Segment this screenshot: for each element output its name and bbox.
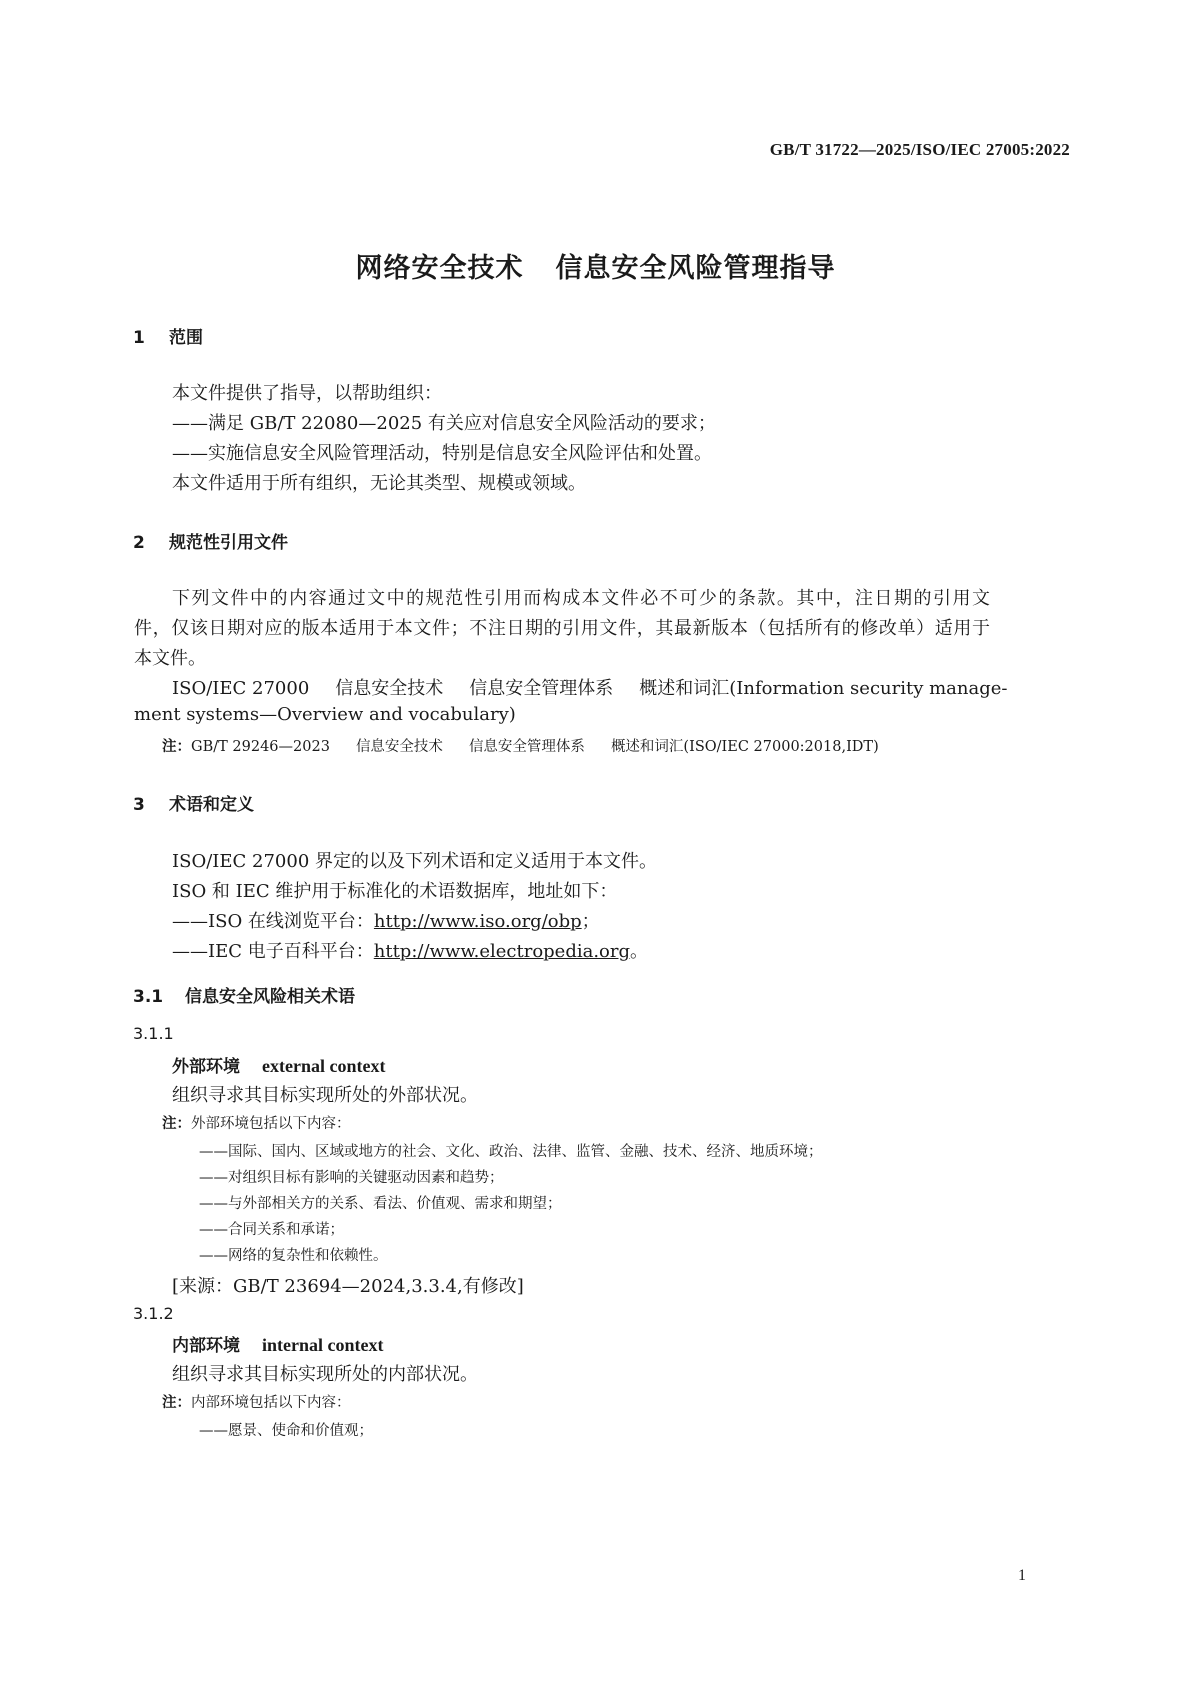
note-intro: 外部环境包括以下内容： (191, 1116, 351, 1132)
section-number: 3 (133, 795, 145, 815)
subsection-heading (133, 982, 355, 1007)
note-part: 信息安全管理体系 (468, 739, 585, 755)
electropedia-link[interactable]: http://www.electropedia.org (373, 941, 631, 962)
term-note (162, 1112, 351, 1133)
section-number: 1 (133, 328, 145, 348)
title-part1: 网络安全技术 (355, 253, 524, 284)
section-title: 规范性引用文件 (169, 533, 288, 553)
section-heading-terms (133, 790, 254, 815)
iso-platform-label: ——ISO 在线浏览平台： (172, 911, 374, 932)
punctuation: ； (581, 911, 600, 932)
term-source: [来源：GB/T 23694—2024,3.3.4,有修改] (172, 1276, 524, 1297)
iec-platform-label: ——IEC 电子百科平台： (172, 941, 374, 962)
note-list-item: ——国际、国内、区域或地方的社会、文化、政治、法律、监管、金融、技术、经济、地质环境； (199, 1144, 823, 1160)
reference-title-part: 信息安全技术 (335, 678, 444, 699)
iso-platform-line (172, 907, 600, 933)
term-english: internal context (262, 1335, 384, 1355)
scope-line: ——实施信息安全风险管理活动，特别是信息安全风险评估和处置。 (172, 443, 712, 464)
term-number: 3.1.2 (133, 1304, 174, 1323)
subsection-title: 信息安全风险相关术语 (185, 987, 355, 1007)
note-list-item: ——合同关系和承诺； (199, 1222, 344, 1238)
note-list-item: ——对组织目标有影响的关键驱动因素和趋势； (199, 1170, 504, 1186)
term-definition: 组织寻求其目标实现所处的外部状况。 (172, 1085, 478, 1106)
note-list-item: ——网络的复杂性和依赖性。 (199, 1248, 388, 1264)
term-chinese: 内部环境 (172, 1336, 240, 1356)
section-heading-normative-references (133, 528, 288, 553)
note-list-item: ——愿景、使命和价值观； (199, 1423, 373, 1439)
term-entry (172, 1052, 385, 1077)
references-paragraph-line: 下列文件中的内容通过文中的规范性引用而构成本文件必不可少的条款。其中，注日期的引用文 (172, 588, 990, 609)
term-english: external context (262, 1056, 386, 1076)
reference-note (162, 735, 879, 756)
terms-intro-line: ISO/IEC 27000 界定的以及下列术语和定义适用于本文件。 (172, 851, 657, 872)
scope-line: 本文件提供了指导，以帮助组织： (172, 383, 442, 404)
reference-code: ISO/IEC 27000 (172, 678, 310, 699)
note-label: 注： (162, 1395, 191, 1411)
note-code: GB/T 29246—2023 (191, 739, 330, 755)
reference-entry (172, 674, 1007, 700)
term-chinese: 外部环境 (172, 1057, 240, 1077)
references-paragraph-line: 本文件。 (134, 648, 206, 669)
term-entry (172, 1331, 383, 1356)
reference-entry-continued: ment systems—Overview and vocabulary) (134, 704, 516, 725)
iso-obp-link[interactable]: http://www.iso.org/obp (373, 911, 582, 932)
references-paragraph-line: 件，仅该日期对应的版本适用于本文件；不注日期的引用文件，其最新版本（包括所有的修改单）适用于 (134, 618, 990, 639)
iec-platform-line (172, 937, 648, 963)
reference-title-part: 概述和词汇(Information security manage- (639, 678, 1008, 699)
scope-line: 本文件适用于所有组织，无论其类型、规模或领域。 (172, 473, 586, 494)
term-definition: 组织寻求其目标实现所处的内部状况。 (172, 1364, 478, 1385)
note-list-item: ——与外部相关方的关系、看法、价值观、需求和期望； (199, 1196, 562, 1212)
term-number: 3.1.1 (133, 1024, 174, 1043)
terms-intro-line: ISO 和 IEC 维护用于标准化的术语数据库，地址如下： (172, 881, 618, 902)
section-title: 术语和定义 (169, 795, 254, 815)
note-intro: 内部环境包括以下内容： (191, 1395, 351, 1411)
section-number: 2 (133, 533, 145, 553)
scope-line: ——满足 GB/T 22080—2025 有关应对信息安全风险活动的要求； (172, 413, 716, 434)
note-label: 注： (162, 1116, 191, 1132)
page-number: 1 (1018, 1567, 1026, 1584)
standard-code: GB/T 31722—2025/ISO/IEC 27005:2022 (769, 140, 1070, 159)
section-title: 范围 (169, 328, 203, 348)
document-title (0, 246, 1191, 285)
punctuation: 。 (630, 941, 649, 962)
term-note (162, 1391, 351, 1412)
note-part: 信息安全技术 (355, 739, 443, 755)
subsection-number: 3.1 (133, 987, 164, 1007)
title-part2: 信息安全风险管理指导 (555, 253, 836, 284)
section-heading-scope (133, 323, 203, 348)
reference-title-part: 信息安全管理体系 (469, 678, 614, 699)
note-label: 注： (162, 739, 191, 755)
note-part: 概述和词汇(ISO/IEC 27000:2018,IDT) (610, 739, 879, 755)
